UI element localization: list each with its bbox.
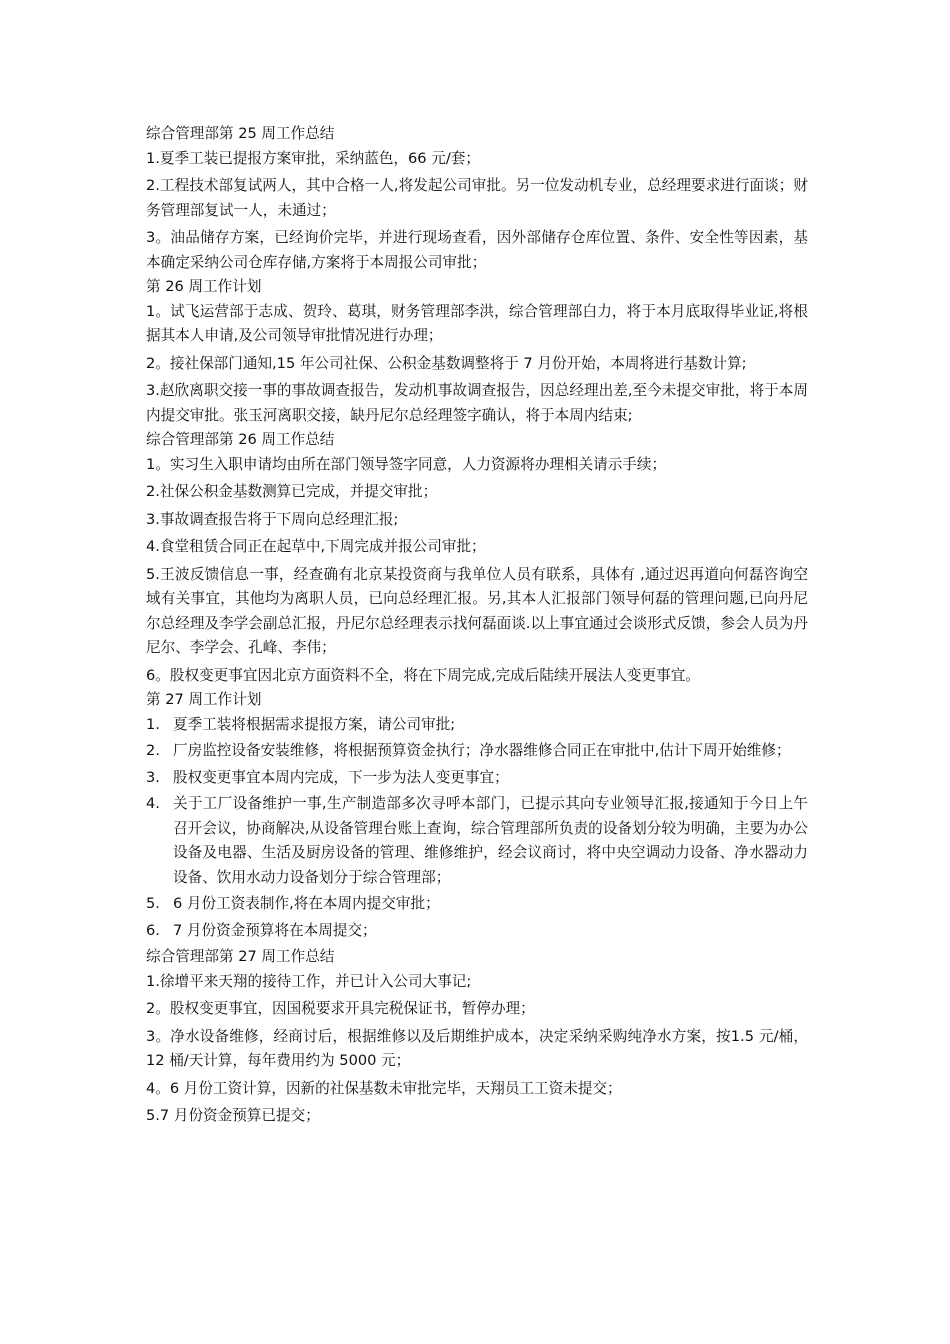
list-item-text: 7 月份资金预算将在本周提交； bbox=[173, 921, 377, 939]
list-item-number: 3. bbox=[146, 768, 160, 786]
paragraph: 4。6 月份工资计算，因新的社保基数未审批完毕，天翔员工工资未提交； bbox=[146, 1079, 622, 1097]
paragraph: 6。股权变更事宜因北京方面资料不全，将在下周完成,完成后陆续开展法人变更事宜。 bbox=[146, 666, 700, 684]
section-title-week27-plan: 第 27 周工作计划 bbox=[146, 691, 262, 708]
paragraph: 2。接社保部门通知,15 年公司社保、公积金基数调整将于 7 月份开始，本周将进行基数计算; bbox=[146, 354, 747, 372]
list-item-text: 股权变更事宜本周内完成，下一步为法人变更事宜； bbox=[173, 768, 509, 786]
document-body bbox=[146, 122, 808, 1129]
list-item-number: 6. bbox=[146, 921, 160, 939]
list-item-number: 4. bbox=[146, 795, 160, 812]
paragraph: 3.事故调查报告将于下周向总经理汇报; bbox=[146, 510, 399, 528]
numbered-list bbox=[146, 713, 808, 944]
paragraph: 3。净水设备维修，经商讨后，根据维修以及后期维护成本，决定采纳采购纯净水方案，按1.5 元/桶，12 桶/天计算，每年费用约为 5000 元； bbox=[146, 1027, 808, 1069]
section-title-week25-summary: 综合管理部第 25 周工作总结 bbox=[146, 125, 335, 142]
list-item bbox=[146, 766, 808, 791]
list-item-text: 厂房监控设备安装维修，将根据预算资金执行；净水器维修合同正在审批中,估计下周开始维修； bbox=[173, 742, 791, 759]
section-title-week27-summary: 综合管理部第 27 周工作总结 bbox=[146, 948, 335, 965]
list-item-text: 关于工厂设备维护一事,生产制造部多次寻呼本部门，已提示其向专业领导汇报,接通知于今日上午召开会议，协商解决,从设备管理台账上查询，综合管理部所负责的设备划分较为明确，主要为办公设备及电器、生活及厨房设备的管理、维修维护，经会议商讨，将中央空调动力设备、净水器动力设备、饮用水动力设备划分于综合管理部； bbox=[173, 795, 808, 886]
section-title-week26-summary: 综合管理部第 26 周工作总结 bbox=[146, 431, 335, 448]
paragraph: 2.工程技术部复试两人，其中合格一人,将发起公司审批。另一位发动机专业，总经理要求进行面谈；财务管理部复试一人，未通过； bbox=[146, 177, 808, 219]
list-item-number: 2. bbox=[146, 742, 160, 759]
list-item bbox=[146, 739, 808, 764]
list-item-text: 夏季工装将根据需求提报方案，请公司审批; bbox=[173, 715, 456, 733]
paragraph: 1.夏季工装已提报方案审批，采纳蓝色，66 元/套； bbox=[146, 149, 480, 167]
paragraph: 3.赵欣离职交接一事的事故调查报告，发动机事故调查报告，因总经理出差,至今未提交审批，将于本周内提交审批。张玉河离职交接，缺丹尼尔总经理签字确认，将于本周内结束; bbox=[146, 382, 808, 424]
paragraph: 2。股权变更事宜，因国税要求开具完税保证书，暂停办理； bbox=[146, 1000, 535, 1017]
list-item-text: 6 月份工资表制作,将在本周内提交审批； bbox=[173, 895, 440, 912]
list-item-number: 1. bbox=[146, 715, 160, 733]
paragraph: 4.食堂租赁合同正在起草中,下周完成并报公司审批； bbox=[146, 538, 486, 555]
list-item bbox=[146, 713, 808, 738]
paragraph: 2.社保公积金基数测算已完成，并提交审批； bbox=[146, 483, 438, 500]
list-item-number: 5. bbox=[146, 895, 160, 912]
list-item bbox=[146, 792, 808, 890]
paragraph: 5.王波反馈信息一事，经查确有北京某投资商与我单位人员有联系，具体有 ,通过迟再道向何磊咨询空域有关事宜，其他均为离职人员，已向总经理汇报。另,其本人汇报部门领导何磊的管理问题,已向丹尼尔总经理及李学会副总汇报，丹尼尔总经理表示找何磊面谈.以上事宜通过会谈形式反馈，参会人员为丹尼尔、李学会、孔峰、李伟； bbox=[146, 565, 808, 656]
paragraph: 3。油品储存方案，已经询价完毕，并进行现场查看，因外部储存仓库位置、条件、安全性等因素，基本确定采纳公司仓库存储,方案将于本周报公司审批； bbox=[146, 229, 808, 271]
list-item bbox=[146, 919, 808, 944]
section-title-week26-plan: 第 26 周工作计划 bbox=[146, 278, 262, 295]
list-item bbox=[146, 892, 808, 917]
paragraph: 1.徐增平来天翔的接待工作，并已计入公司大事记; bbox=[146, 972, 472, 990]
paragraph: 1。试飞运营部于志成、贺玲、葛琪，财务管理部李洪，综合管理部白力，将于本月底取得毕业证,将根据其本人申请,及公司领导审批情况进行办理； bbox=[146, 302, 808, 344]
paragraph: 5.7 月份资金预算已提交； bbox=[146, 1107, 320, 1124]
paragraph: 1。实习生入职申请均由所在部门领导签字同意，人力资源将办理相关请示手续； bbox=[146, 455, 667, 473]
